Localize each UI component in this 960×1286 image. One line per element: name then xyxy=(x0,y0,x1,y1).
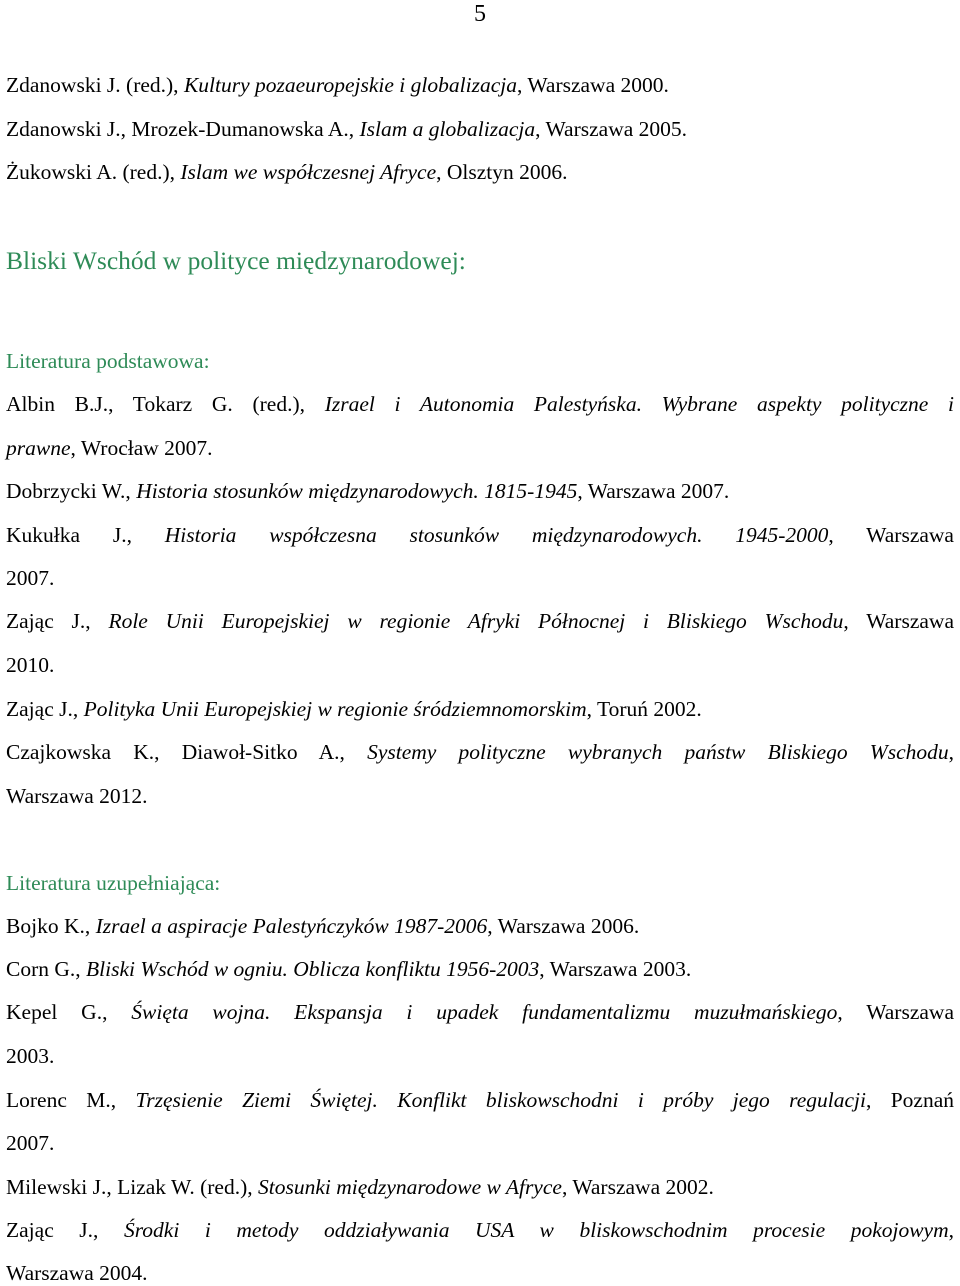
entry-title: Trzęsienie Ziemi Świętej. Konflikt bliskowschodni i próby jego regulacji xyxy=(135,1088,866,1112)
entry-title: Bliski Wschód w ogniu. Oblicza konfliktu 1956-2003 xyxy=(86,957,540,981)
entry-author: Albin B.J., Tokarz G. (red.), xyxy=(6,392,325,416)
entry-title: Środki i metody oddziaływania USA w bliskowschodnim procesie pokojowym xyxy=(123,1218,949,1242)
entry-author: Lorenc M., xyxy=(6,1088,136,1112)
bib-entry-line xyxy=(6,1130,954,1156)
entry-title: Izrael i Autonomia Palestyńska. Wybrane aspekty polityczne i xyxy=(324,392,954,416)
entry-author: Milewski J., Lizak W. (red.), xyxy=(6,1175,258,1199)
bib-entry-line xyxy=(6,522,954,548)
supplementary-literature-heading: Literatura uzupełniająca: xyxy=(6,871,221,895)
entry-title: Święta wojna. Ekspansja i upadek fundamentalizmu muzułmańskiego xyxy=(131,1000,838,1024)
bib-entry xyxy=(6,956,954,982)
page-number: 5 xyxy=(474,1,486,27)
bib-entry xyxy=(6,913,954,939)
entry-publication: , xyxy=(948,740,954,764)
entry-publication: , xyxy=(948,1218,955,1242)
entry-publication: , Poznań xyxy=(865,1088,954,1112)
bib-entry xyxy=(6,159,954,185)
entry-title: Islam we współczesnej Afryce xyxy=(180,160,437,184)
bib-entry-line xyxy=(6,1260,954,1286)
bib-entry-line xyxy=(6,435,954,461)
bib-entry-line xyxy=(6,999,954,1025)
bib-entry xyxy=(6,478,954,504)
bib-entry-line xyxy=(6,1043,954,1069)
entry-author: Kepel G., xyxy=(6,1000,132,1024)
entry-author: Bojko K., xyxy=(6,914,96,938)
entry-publication: , Olsztyn 2006. xyxy=(436,160,568,184)
bib-entry xyxy=(6,696,954,722)
entry-publication-cont: Warszawa 2004. xyxy=(6,1261,148,1285)
bib-entry xyxy=(6,1174,954,1200)
entry-title: Islam a globalizacja xyxy=(359,117,536,141)
entry-publication: , Toruń 2002. xyxy=(586,697,702,721)
entry-title: Role Unii Europejskiej w regionie Afryki Północnej i Bliskiego Wschodu xyxy=(108,609,844,633)
entry-author: Zając J., xyxy=(6,697,84,721)
bib-entry-line xyxy=(6,1087,954,1113)
entry-author: Kukułka J., xyxy=(6,523,165,547)
entry-publication: , Warszawa 2006. xyxy=(487,914,640,938)
entry-title: Historia stosunków międzynarodowych. 1815-1945 xyxy=(136,479,578,503)
entry-publication: , Wrocław 2007. xyxy=(70,436,213,460)
bib-entry xyxy=(6,116,954,142)
entry-author: Zając J., xyxy=(6,1218,124,1242)
section-title: Bliski Wschód w polityce międzynarodowej: xyxy=(6,246,466,275)
entry-title: Historia współczesna stosunków międzynarodowych. 1945-2000 xyxy=(164,523,829,547)
entry-publication-cont: 2010. xyxy=(6,653,55,677)
entry-publication: , Warszawa xyxy=(828,523,954,547)
entry-title: Systemy polityczne wybranych państw Bliskiego Wschodu xyxy=(367,740,949,764)
entry-publication: , Warszawa 2005. xyxy=(535,117,688,141)
bib-entry-line xyxy=(6,652,954,678)
entry-publication: , Warszawa 2000. xyxy=(516,73,669,97)
entry-author: Zdanowski J., Mrozek-Dumanowska A., xyxy=(6,117,360,141)
basic-literature-heading: Literatura podstawowa: xyxy=(6,349,210,373)
bib-entry xyxy=(6,72,954,98)
entry-title-cont: prawne xyxy=(6,436,71,460)
entry-title: Izrael a aspiracje Palestyńczyków 1987-2006 xyxy=(95,914,488,938)
entry-title: Stosunki międzynarodowe w Afryce xyxy=(258,1175,562,1199)
entry-title: Polityka Unii Europejskiej w regionie śródziemnomorskim xyxy=(83,697,587,721)
bib-entry-line xyxy=(6,608,954,634)
entry-publication: , Warszawa 2002. xyxy=(561,1175,714,1199)
bib-entry-line xyxy=(6,739,954,765)
entry-author: Zając J., xyxy=(6,609,109,633)
bib-entry-line xyxy=(6,391,954,417)
entry-publication-cont: 2003. xyxy=(6,1044,55,1068)
entry-publication: , Warszawa 2003. xyxy=(539,957,692,981)
entry-publication-cont: Warszawa 2012. xyxy=(6,784,148,808)
bib-entry-line xyxy=(6,783,954,809)
entry-publication-cont: 2007. xyxy=(6,566,55,590)
entry-author: Zdanowski J. (red.), xyxy=(6,73,184,97)
bib-entry-line xyxy=(6,565,954,591)
entry-publication: , Warszawa xyxy=(837,1000,954,1024)
entry-publication: , Warszawa 2007. xyxy=(577,479,730,503)
entry-publication-cont: 2007. xyxy=(6,1131,55,1155)
entry-publication: , Warszawa xyxy=(843,609,954,633)
entry-author: Czajkowska K., Diawoł-Sitko A., xyxy=(6,740,368,764)
entry-author: Dobrzycki W., xyxy=(6,479,137,503)
entry-title: Kultury pozaeuropejskie i globalizacja xyxy=(183,73,517,97)
entry-author: Corn G., xyxy=(6,957,87,981)
entry-author: Żukowski A. (red.), xyxy=(6,160,181,184)
bib-entry-line xyxy=(6,1217,954,1243)
